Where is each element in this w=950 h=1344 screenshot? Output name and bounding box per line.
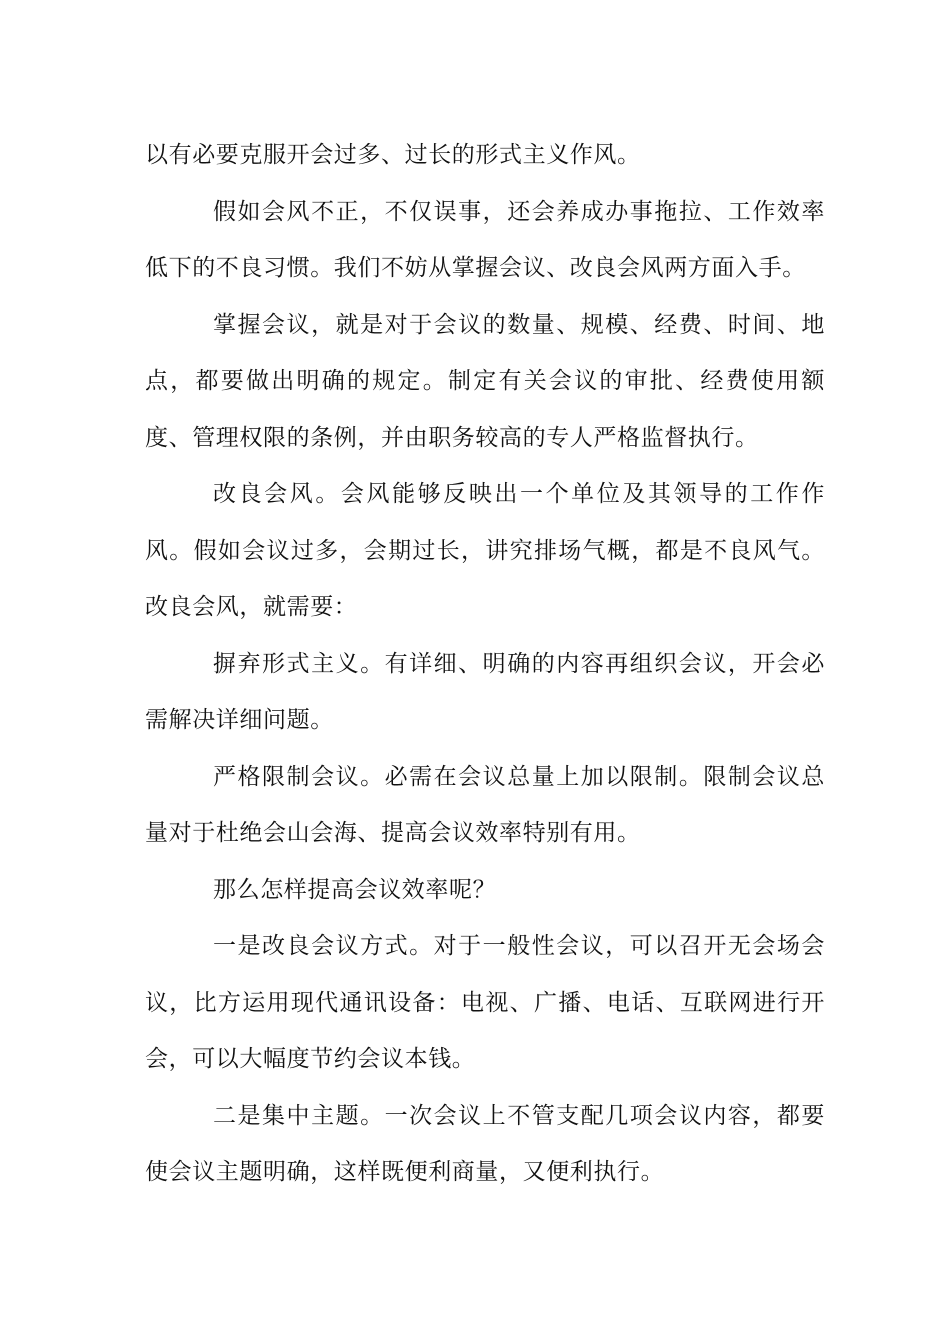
paragraph-6: 严格限制会议。必需在会议总量上加以限制。限制会议总量对于杜绝会山会海、提高会议效率特别有用。 <box>145 763 825 846</box>
paragraph-8: 一是改良会议方式。对于一般性会议，可以召开无会场会议，比方运用现代通讯设备：电视、广播、电话、互联网进行开会，可以大幅度节约会议本钱。 <box>145 933 825 1072</box>
paragraph-3: 掌握会议，就是对于会议的数量、规模、经费、时间、地点，都要做出明确的规定。制定有关会议的审批、经费使用额度、管理权限的条例，并由职务较高的专人严格监督执行。 <box>145 311 825 451</box>
paragraph-9: 二是集中主题。一次会议上不管支配几项会议内容，都要使会议主题明确，这样既便利商量，又便利执行。 <box>145 1102 825 1185</box>
paragraph-2: 假如会风不正，不仅误事，还会养成办事拖拉、工作效率低下的不良习惯。我们不妨从掌握会议、改良会风两方面入手。 <box>145 198 825 281</box>
document-body <box>145 127 825 1201</box>
paragraph-4: 改良会风。会风能够反映出一个单位及其领导的工作作风。假如会议过多，会期过长，讲究排场气概，都是不良风气。改良会风，就需要： <box>145 481 825 620</box>
paragraph-7: 那么怎样提高会议效率呢？ <box>213 876 497 903</box>
paragraph-1: 以有必要克服开会过多、过长的形式主义作风。 <box>145 142 641 168</box>
paragraph-5: 摒弃形式主义。有详细、明确的内容再组织会议，开会必需解决详细问题。 <box>145 650 825 733</box>
